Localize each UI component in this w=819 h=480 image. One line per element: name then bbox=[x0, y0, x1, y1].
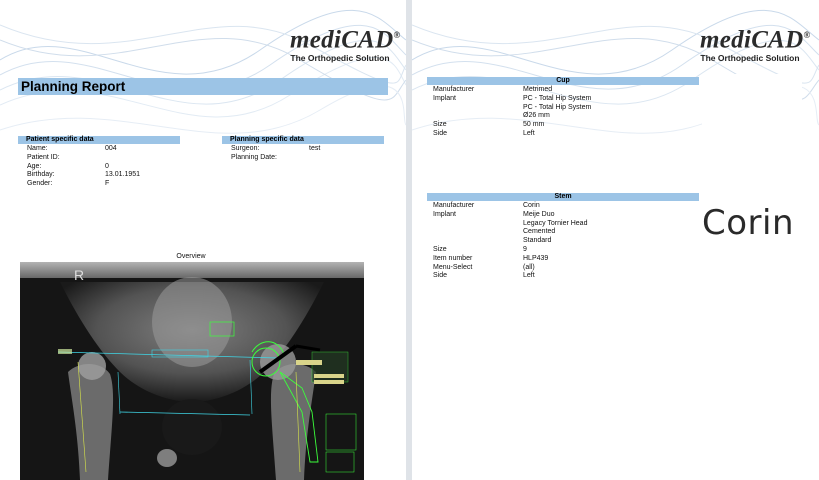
report-page-left bbox=[0, 0, 406, 480]
planning-labels: Surgeon: Planning Date: bbox=[231, 145, 277, 161]
xray-planning-overlay bbox=[20, 262, 364, 480]
overview-xray-image bbox=[20, 262, 364, 480]
stem-values: Corin Meije Duo Legacy Tornier Head Cemented Standard 9 HLP439 (all) Left bbox=[523, 202, 588, 280]
planning-section-header: Planning specific data bbox=[222, 136, 384, 144]
cup-labels: Manufacturer Implant Size Side bbox=[433, 86, 475, 137]
report-title-bar bbox=[18, 78, 388, 95]
planning-values: test bbox=[309, 145, 321, 152]
corin-logo: Corin bbox=[702, 203, 795, 243]
medicad-logo: mediCAD® The Orthopedic Solution bbox=[700, 26, 811, 64]
side-marker-r: R bbox=[74, 267, 85, 283]
stem-labels: Manufacturer Implant Size Item number Menu-Select Side bbox=[433, 202, 475, 280]
cup-section-header: Cup bbox=[427, 77, 699, 85]
cup-values: Metrimed PC - Total Hip System PC - Total Hip System Ø26 mm 50 mm Left bbox=[523, 86, 592, 137]
patient-values: 004 0 13.01.1951 F bbox=[105, 145, 141, 188]
patient-section-header: Patient specific data bbox=[18, 136, 180, 144]
report-title: Planning Report bbox=[21, 79, 126, 94]
patient-labels: Name: Patient ID: Age: Birthday: Gender: bbox=[27, 145, 60, 188]
medicad-logo: mediCAD® The Orthopedic Solution bbox=[290, 26, 401, 64]
stem-section-header: Stem bbox=[427, 193, 699, 201]
overview-label: Overview bbox=[176, 253, 206, 260]
